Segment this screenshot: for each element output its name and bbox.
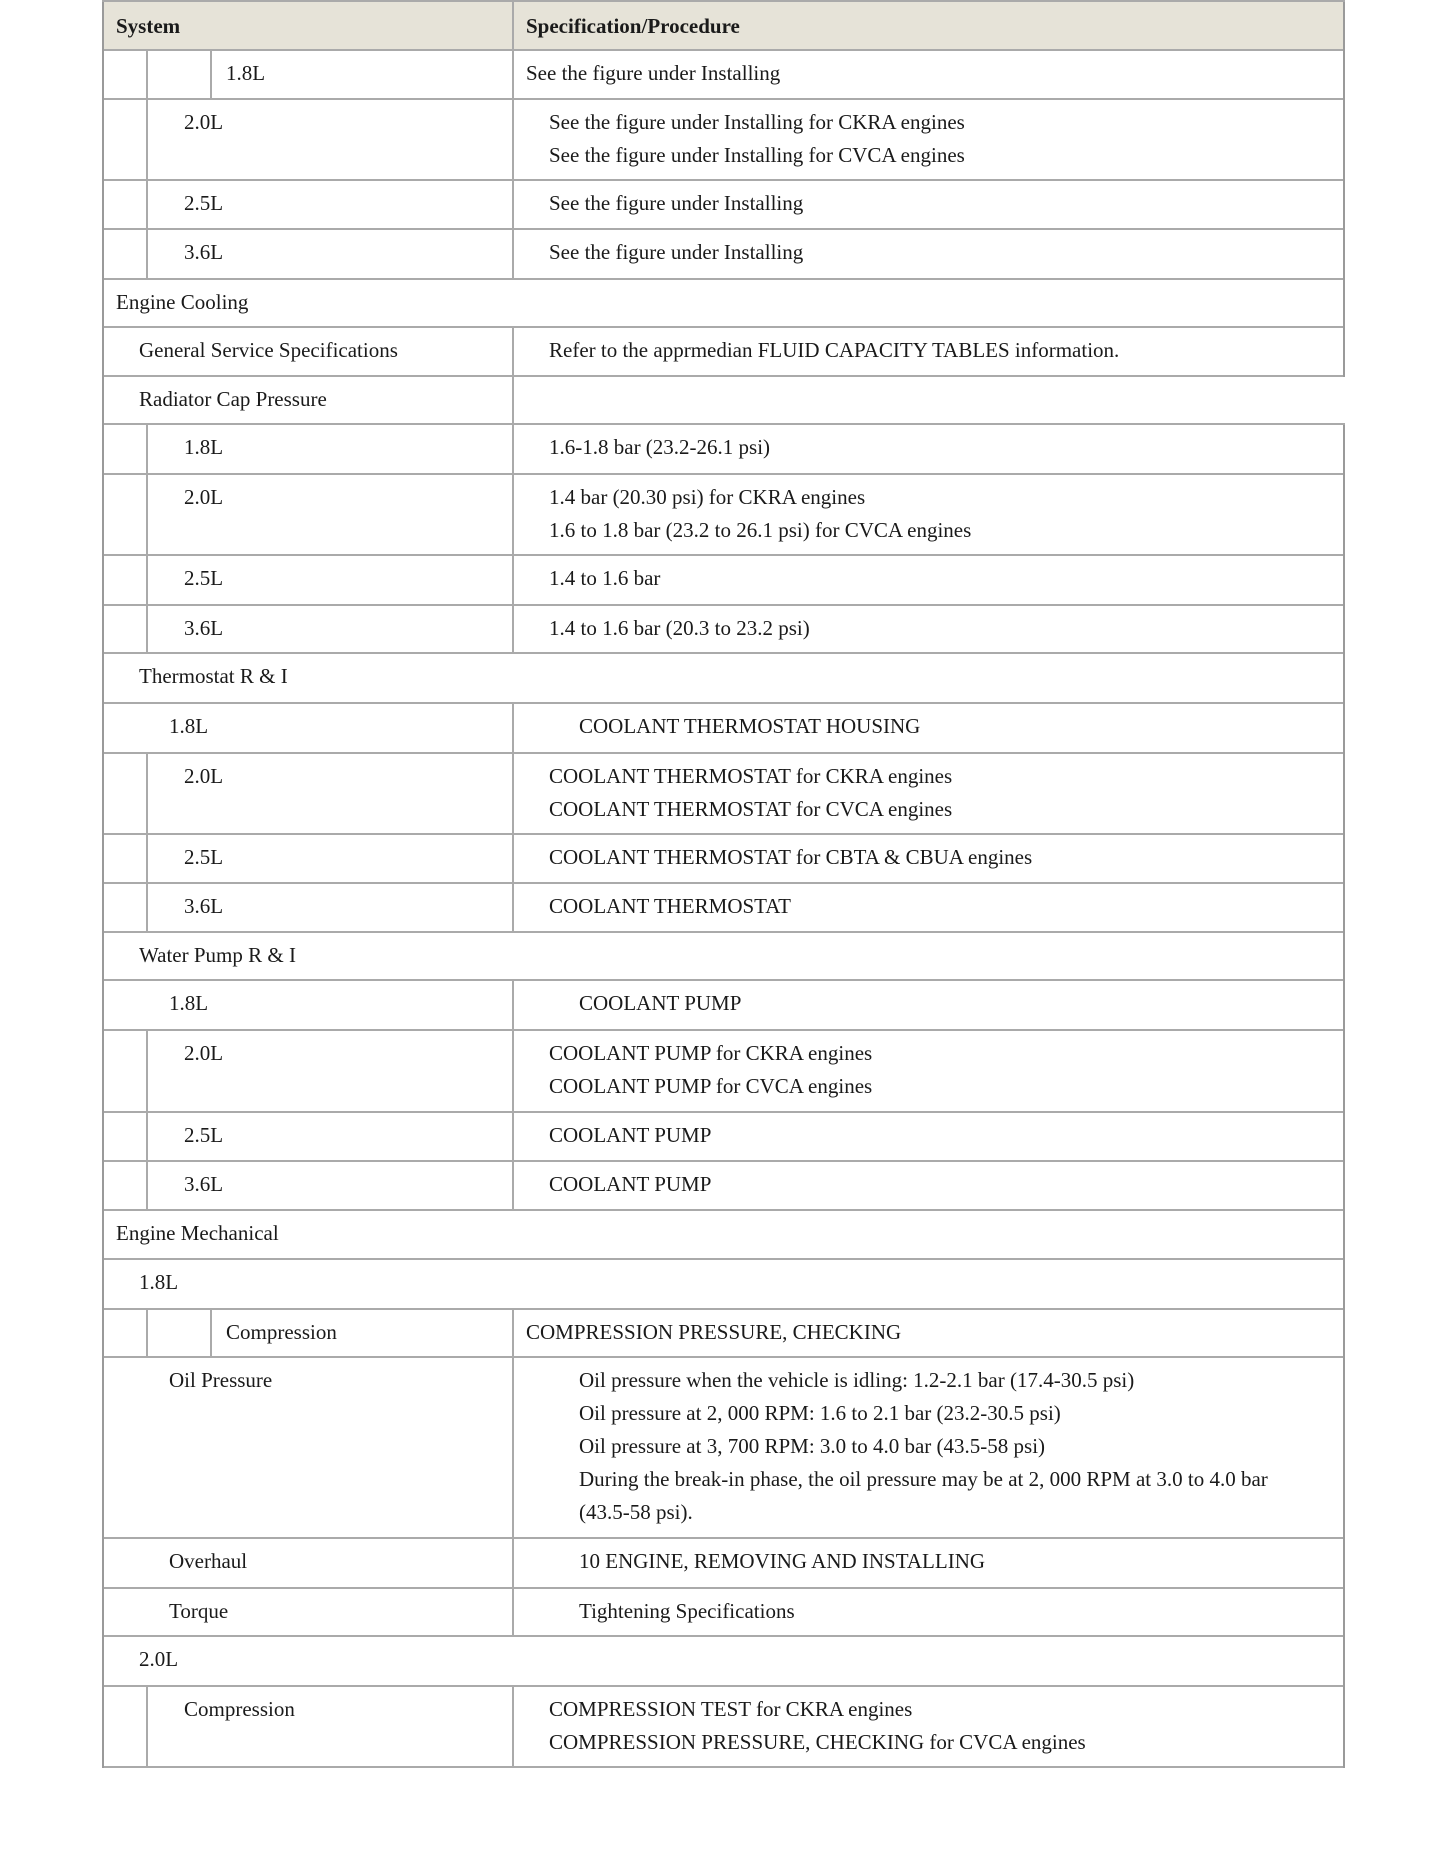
- spec-cell-line: COOLANT THERMOSTAT for CVCA engines: [549, 797, 953, 821]
- system-cell: Torque: [169, 1599, 229, 1623]
- table-row: [102, 835, 1345, 884]
- table-header: [102, 0, 1345, 51]
- spec-cell-line: 1.4 to 1.6 bar (20.3 to 23.2 psi): [549, 616, 810, 640]
- spec-cell-line: COMPRESSION PRESSURE, CHECKING: [526, 1320, 902, 1344]
- spec-cell-line: COOLANT PUMP: [549, 1123, 712, 1147]
- table-row: [102, 280, 1345, 328]
- system-cell: Compression: [184, 1697, 295, 1721]
- system-cell: 3.6L: [184, 240, 224, 264]
- table-row: [102, 704, 1345, 754]
- header-spec: Specification/Procedure: [526, 14, 740, 38]
- table-row: [102, 754, 1345, 835]
- table-row: [102, 1310, 1345, 1358]
- system-cell: 2.5L: [184, 1123, 224, 1147]
- spec-cell-line: See the figure under Installing: [549, 240, 804, 264]
- system-cell: 2.5L: [184, 191, 224, 215]
- table-row: [102, 1539, 1345, 1589]
- system-cell: 2.0L: [184, 110, 224, 134]
- spec-table: [102, 0, 1345, 1768]
- table-row: [102, 1687, 1345, 1768]
- system-cell: 2.5L: [184, 566, 224, 590]
- spec-cell-line: COOLANT THERMOSTAT HOUSING: [579, 714, 921, 738]
- table-row: [102, 230, 1345, 280]
- table-row: [102, 377, 1345, 425]
- spec-cell-line: Refer to the apprmedian FLUID CAPACITY TABLES information.: [549, 338, 1120, 362]
- spec-cell-line: COOLANT PUMP for CKRA engines: [549, 1041, 873, 1065]
- system-cell: Radiator Cap Pressure: [139, 387, 327, 411]
- spec-cell-line: COOLANT THERMOSTAT for CKRA engines: [549, 764, 953, 788]
- spec-cell-line: Oil pressure at 2, 000 RPM: 1.6 to 2.1 bar (23.2-30.5 psi): [579, 1401, 1061, 1425]
- system-cell: 3.6L: [184, 616, 224, 640]
- table-row: [102, 181, 1345, 230]
- spec-cell-line: COOLANT PUMP for CVCA engines: [549, 1074, 873, 1098]
- table-row: [102, 1260, 1345, 1310]
- spec-cell-line: (43.5-58 psi).: [579, 1500, 693, 1524]
- table-row: [102, 100, 1345, 181]
- system-cell: 1.8L: [169, 991, 209, 1015]
- system-cell: 2.0L: [184, 764, 224, 788]
- spec-cell-line: 10 ENGINE, REMOVING AND INSTALLING: [579, 1549, 986, 1573]
- spec-cell-line: COOLANT PUMP: [579, 991, 742, 1015]
- system-cell: Compression: [226, 1320, 337, 1344]
- system-cell: Thermostat R & I: [139, 664, 288, 688]
- table-body: [102, 51, 1345, 1768]
- table-row: [102, 1358, 1345, 1539]
- table-row: [102, 1211, 1345, 1260]
- table-row: [102, 933, 1345, 981]
- system-cell: Overhaul: [169, 1549, 248, 1573]
- spec-cell-line: 1.4 to 1.6 bar: [549, 566, 661, 590]
- table-row: [102, 654, 1345, 704]
- table-row: [102, 1113, 1345, 1162]
- spec-cell-line: 1.6-1.8 bar (23.2-26.1 psi): [549, 435, 771, 459]
- table-row: [102, 884, 1345, 933]
- system-cell: 1.8L: [184, 435, 224, 459]
- system-cell: General Service Specifications: [139, 338, 398, 362]
- spec-cell-line: COOLANT PUMP: [549, 1172, 712, 1196]
- system-cell: Engine Cooling: [116, 290, 249, 314]
- spec-cell-line: COOLANT THERMOSTAT for CBTA & CBUA engines: [549, 845, 1033, 869]
- spec-cell-line: See the figure under Installing for CVCA engines: [549, 143, 965, 167]
- table-row: [102, 51, 1345, 100]
- spec-cell-line: See the figure under Installing: [549, 191, 804, 215]
- system-cell: Engine Mechanical: [116, 1221, 279, 1245]
- system-cell: 2.0L: [139, 1647, 179, 1671]
- spec-cell-line: COMPRESSION TEST for CKRA engines: [549, 1697, 913, 1721]
- system-cell: 3.6L: [184, 1172, 224, 1196]
- system-cell: 1.8L: [139, 1270, 179, 1294]
- system-cell: 2.0L: [184, 485, 224, 509]
- table-row: [102, 1589, 1345, 1637]
- table-row: [102, 556, 1345, 606]
- table-row: [102, 475, 1345, 556]
- spec-cell-line: Oil pressure when the vehicle is idling: 1.2-2.1 bar (17.4-30.5 psi): [579, 1368, 1135, 1392]
- system-cell: 3.6L: [184, 894, 224, 918]
- table-row: [102, 1162, 1345, 1211]
- table-row: [102, 328, 1345, 377]
- table-row: [102, 981, 1345, 1031]
- system-cell: 1.8L: [169, 714, 209, 738]
- spec-cell-line: See the figure under Installing: [526, 61, 781, 85]
- spec-cell-line: 1.4 bar (20.30 psi) for CKRA engines: [549, 485, 866, 509]
- system-cell: Oil Pressure: [169, 1368, 273, 1392]
- system-cell: 2.5L: [184, 845, 224, 869]
- header-system: System: [116, 14, 181, 38]
- system-cell: 1.8L: [226, 61, 266, 85]
- spec-cell-line: See the figure under Installing for CKRA engines: [549, 110, 965, 134]
- spec-cell-line: During the break-in phase, the oil pressure may be at 2, 000 RPM at 3.0 to 4.0 bar: [579, 1467, 1268, 1491]
- spec-cell-line: Tightening Specifications: [579, 1599, 795, 1623]
- system-cell: 2.0L: [184, 1041, 224, 1065]
- table-row: [102, 425, 1345, 475]
- spec-cell-line: COMPRESSION PRESSURE, CHECKING for CVCA engines: [549, 1730, 1086, 1754]
- spec-cell-line: Oil pressure at 3, 700 RPM: 3.0 to 4.0 bar (43.5-58 psi): [579, 1434, 1046, 1458]
- table-row: [102, 606, 1345, 654]
- system-cell: Water Pump R & I: [139, 943, 296, 967]
- spec-cell-line: 1.6 to 1.8 bar (23.2 to 26.1 psi) for CVCA engines: [549, 518, 972, 542]
- table-row: [102, 1031, 1345, 1113]
- spec-cell-line: COOLANT THERMOSTAT: [549, 894, 791, 918]
- table-row: [102, 1637, 1345, 1687]
